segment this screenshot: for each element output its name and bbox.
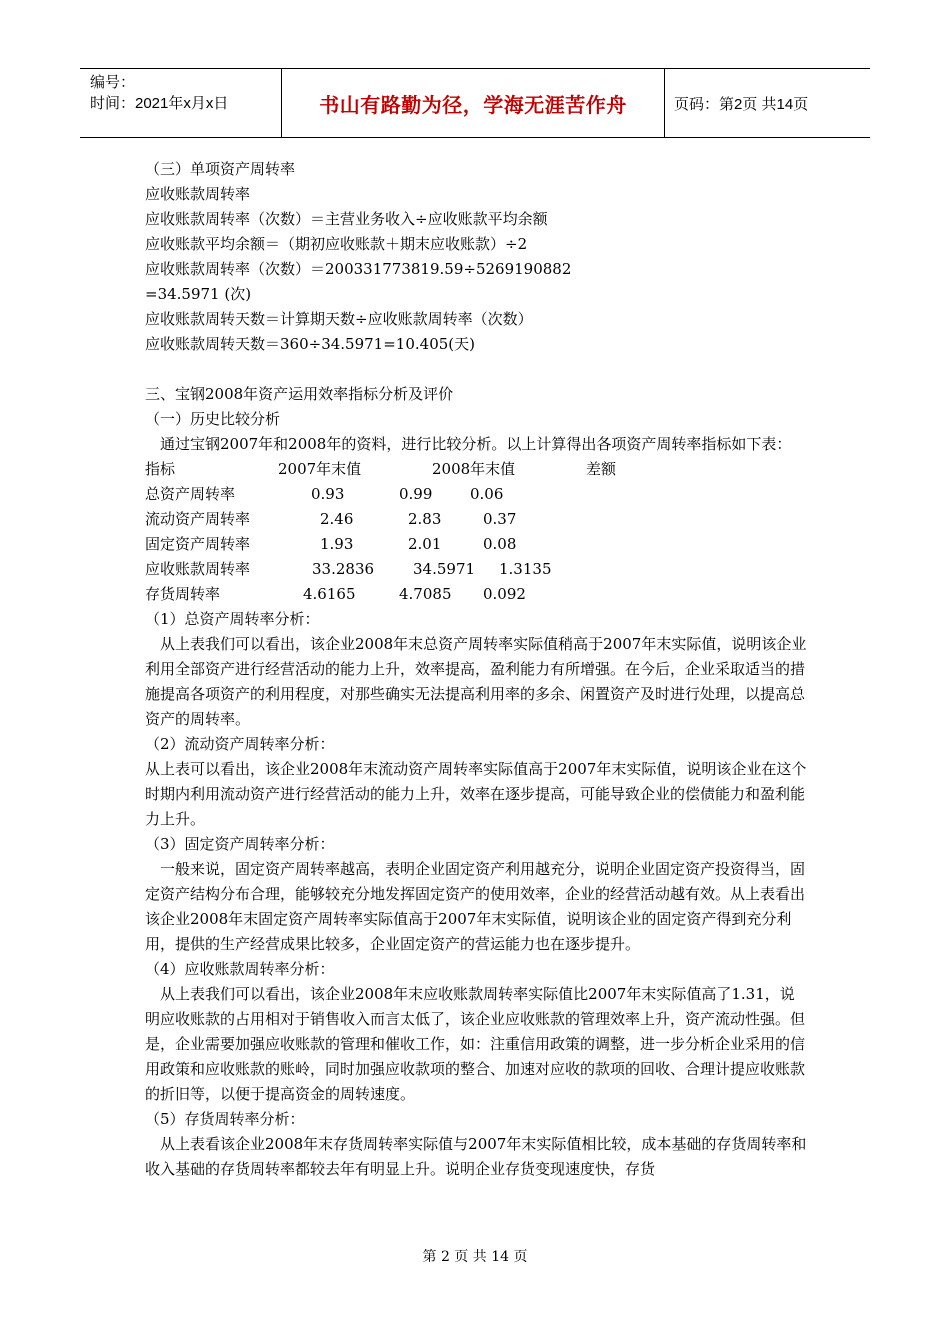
table-cell: 1.3135 [499,560,552,578]
date-label: 时间：2021年x月x日 [90,95,229,112]
table-cell: 存货周转率 [145,585,221,603]
table-header-cell: 指标 [145,460,176,478]
table-header-cell: 2007年末值 [278,460,362,478]
table-header-cell: 2008年末值 [432,460,516,478]
analysis-title: （4）应收账款周转率分析： [145,960,335,978]
table-row [145,582,807,607]
sub-title: （一）历史比较分析 [145,410,281,428]
header-motto: 书山有路勤为径，学海无涯苦作舟 [282,69,665,137]
table-cell: 33.2836 [312,560,375,578]
table-cell: 4.6165 [303,585,356,603]
table-cell: 总资产周转率 [145,485,236,503]
analysis-title: （1）总资产周转率分析： [145,610,320,628]
text-line: 应收账款周转率 [145,185,251,203]
table-row [145,507,807,532]
code-label: 编号： [90,74,136,91]
ratio-table [145,457,807,607]
header-left-cell [80,69,282,137]
section-title: 三、宝钢2008年资产运用效率指标分析及评价 [145,385,454,403]
analysis-title: （5）存货周转率分析： [145,1110,305,1128]
table-header-row [145,457,807,482]
document-body [145,157,807,1182]
intro-paragraph: 通过宝钢2007年和2008年的资料，进行比较分析。以上计算得出各项资产周转率指标如下表： [160,435,792,453]
analysis-paragraph: 从上表看该企业2008年末存货周转率实际值与2007年末实际值相比较，成本基础的存货周转率和收入基础的存货周转率都较去年有明显上升。说明企业存货变现速度快，存货 [145,1135,807,1178]
formula-line: 应收账款周转率（次数）＝主营业务收入÷应收账款平均余额 [145,210,548,228]
header-page-label: 页码：第2页 共14页 [674,95,809,113]
analysis-title: （2）流动资产周转率分析： [145,735,335,753]
formula-line: =34.5971 (次) [145,285,252,303]
formula-line: 应收账款周转天数＝360÷34.5971=10.405(天) [145,335,475,353]
table-cell: 0.37 [483,510,517,528]
table-cell: 2.01 [408,535,442,553]
table-header-cell: 差额 [586,460,617,478]
table-cell: 0.08 [483,535,517,553]
table-cell: 0.092 [483,585,526,603]
analysis-paragraph: 从上表我们可以看出，该企业2008年末应收账款周转率实际值比2007年末实际值高了1.31，说明应收账款的占用相对于销售收入而言太低了，该企业应收账款的管理效率上升，资产流动性强。但是，企业需要加强应收账款的管理和催收工作，如：注重信用政策的调整，进一步分析企业采用的信用政策和应收账款的账岭，同时加强应收款项的整合、加速对应收的款项的回收、合理计提应收账款的折旧等，以便于提高资金的周转速度。 [145,985,806,1103]
table-cell: 固定资产周转率 [145,535,251,553]
table-cell: 0.99 [399,485,433,503]
analysis-paragraph: 从上表可以看出，该企业2008年末流动资产周转率实际值高于2007年末实际值，说明该企业在这个时期内利用流动资产进行经营活动的能力上升，效率在逐步提高，可能导致企业的偿债能力和盈利能力上升。 [145,760,807,828]
analysis-paragraph: 从上表我们可以看出，该企业2008年末总资产周转率实际值稍高于2007年末实际值，说明该企业利用全部资产进行经营活动的能力上升，效率提高，盈利能力有所增强。在今后，企业采取适当的措施提高各项资产的利用程度，对那些确实无法提高利用率的多余、闲置资产及时进行处理，以提高总资产的周转率。 [145,635,807,728]
table-cell: 1.93 [320,535,354,553]
analysis-title: （3）固定资产周转率分析： [145,835,335,853]
table-cell: 2.46 [320,510,354,528]
page-footer: 第 2 页 共 14 页 [422,1249,528,1265]
table-cell: 0.06 [470,485,504,503]
table-cell: 34.5971 [413,560,476,578]
page-header [80,68,870,138]
table-row [145,557,807,582]
table-cell: 流动资产周转率 [145,510,251,528]
heading-single-asset: （三）单项资产周转率 [145,160,296,178]
formula-line: 应收账款周转率（次数）＝200331773819.59÷5269190882 [145,260,572,278]
formula-line: 应收账款周转天数＝计算期天数÷应收账款周转率（次数） [145,310,533,328]
table-cell: 4.7085 [399,585,452,603]
table-row [145,532,807,557]
table-row [145,482,807,507]
table-cell: 0.93 [311,485,345,503]
table-cell: 应收账款周转率 [145,560,251,578]
table-cell: 2.83 [408,510,442,528]
analysis-paragraph: 一般来说，固定资产周转率越高，表明企业固定资产利用越充分，说明企业固定资产投资得当，固定资产结构分布合理，能够较充分地发挥固定资产的使用效率，企业的经营活动越有效。从上表看出该企业2008年末固定资产周转率实际值高于2007年末实际值，说明该企业的固定资产得到充分利用，提供的生产经营成果比较多，企业固定资产的营运能力也在逐步提升。 [145,860,806,953]
formula-line: 应收账款平均余额＝（期初应收账款＋期末应收账款）÷2 [145,235,528,253]
